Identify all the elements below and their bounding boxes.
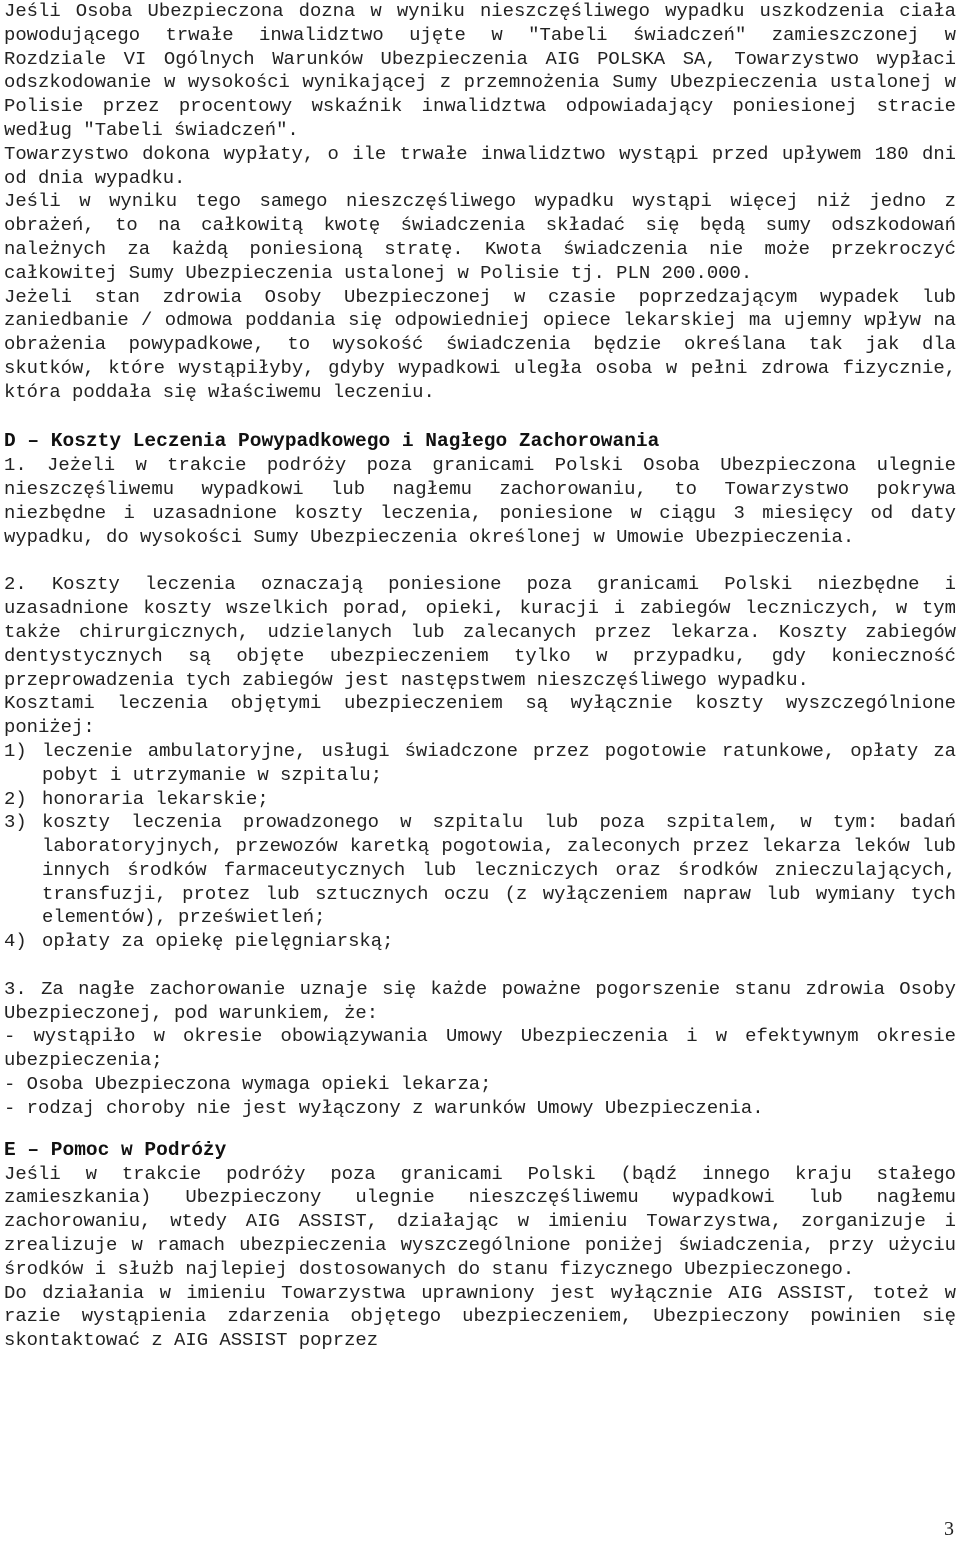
document-page [4, 0, 956, 1353]
list-item-text: honoraria lekarskie; [42, 787, 269, 810]
list-item [4, 811, 956, 930]
section-e-paragraph-2: Do działania w imieniu Towarzystwa uprawniony jest wyłącznie AIG ASSIST, toteż w razie wystąpienia zdarzenia objętego ubezpieczeniem, Ubezpieczony powinien się skontaktować z AIG ASSIST poprzez [4, 1281, 956, 1352]
page-number: 3 [944, 1518, 954, 1540]
list-item-number: 4) [4, 930, 27, 953]
section-e-heading: E – Pomoc w Podróży [4, 1138, 227, 1161]
spacer [4, 1121, 956, 1137]
list-item-text: leczenie ambulatoryjne, usługi świadczone przez pogotowie ratunkowe, opłaty za pobyt i utrzymanie w szpitalu; [42, 739, 956, 786]
intro-paragraph-2: Towarzystwo dokona wypłaty, o ile trwałe inwalidztwo wystąpi przed upływem 180 dni od dnia wypadku. [4, 142, 956, 189]
list-item-number: 1) [4, 739, 27, 762]
section-e-paragraph-1: Jeśli w trakcie podróży poza granicami Polski (bądź innego kraju stałego zamieszkania) Ubezpieczony ulegnie nieszczęśliwemu wypadkowi lub nagłemu zachorowaniu, wtedy AIG ASSIST, działając w imieniu Towarzystwa, zorganizuje i zrealizuje w ramach ubezpieczenia wyszczególnione poniżej świadczenia, przy użyciu środków i służb najlepiej dostosowanych do stanu fizycznego Ubezpieczonego. [4, 1162, 956, 1280]
list-item [4, 788, 956, 812]
list-item-text: opłaty za opiekę pielęgniarską; [42, 930, 394, 953]
list-item [4, 930, 956, 954]
list-item-text: koszty leczenia prowadzonego w szpitalu lub poza szpitalem, w tym: badań laboratoryjnych, przewozów karetką pogotowia, zaleconych przez lekarza leków lub innych środków farmaceutycznych lub leczniczych oraz środków znieczulających, transfuzji, protez lub sztucznych oczu (z wyłączeniem napraw lub wymiany tych elementów), prześwietleń; [42, 811, 956, 929]
spacer [4, 954, 956, 978]
section-d-heading: D – Koszty Leczenia Powypadkowego i Nagłego Zachorowania [4, 430, 660, 453]
intro-paragraph-3: Jeśli w wyniku tego samego nieszczęśliwego wypadku wystąpi więcej niż jedno z obrażeń, to na całkowitą kwotę świadczenia składać się będą sumy odszkodowań należnych za każdą poniesioną stratę. Kwota świadczenia nie może przekroczyć całkowitej Sumy Ubezpieczenia ustalonej w Polisie tj. PLN 200.000. [4, 190, 956, 284]
list-item-number: 2) [4, 787, 27, 810]
condition-dash-1: - wystąpiło w okresie obowiązywania Umowy Ubezpieczenia i w efektywnym okresie ubezpieczenia; [4, 1025, 956, 1072]
spacer [4, 550, 956, 574]
section-d-paragraph-2: 2. Koszty leczenia oznaczają poniesione poza granicami Polski niezbędne i uzasadnione koszty wszelkich porad, opieki, kuracji i zabiegów leczniczych, w tym także chirurgicznych, udzielanych lub zalecanych przez lekarza. Koszty zabiegów dentystycznych są objęte ubezpieczeniem tylko w przypadku, gdy konieczność przeprowadzenia tych zabiegów jest następstwem nieszczęśliwego wypadku. [4, 573, 956, 691]
spacer [4, 405, 956, 429]
intro-paragraph-4: Jeżeli stan zdrowia Osoby Ubezpieczonej w czasie poprzedzającym wypadek lub zaniedbanie / odmowa poddania się odpowiedniej opiece lekarskiej ma ujemny wpływ na obrażenia powypadkowe, to wysokość świadczenia będzie określana tak jak dla skutków, które wystąpiłyby, gdyby wypadkowi uległa osoba w pełni zdrowa fizycznie, która poddała się właściwemu leczeniu. [4, 285, 956, 403]
condition-dash-3: - rodzaj choroby nie jest wyłączony z warunków Umowy Ubezpieczenia. [4, 1096, 764, 1119]
intro-paragraph-1: Jeśli Osoba Ubezpieczona dozna w wyniku nieszczęśliwego wypadku uszkodzenia ciała powodującego trwałe inwalidztwo ujęte w "Tabeli świadczeń" zamieszczonej w Rozdziale VI Ogólnych Warunków Ubezpieczenia AIG POLSKA SA, Towarzystwo wypłaci odszkodowanie w wysokości wynikającej z przemnożenia Sumy Ubezpieczenia ustalonej w Polisie przez procentowy wskaźnik inwalidztwa odpowiadający poniesionej stracie według "Tabeli świadczeń". [4, 0, 956, 141]
section-d-paragraph-3: Kosztami leczenia objętymi ubezpieczeniem są wyłącznie koszty wyszczególnione poniżej: [4, 692, 956, 739]
section-d-paragraph-4: 3. Za nagłe zachorowanie uznaje się każde poważne pogorszenie stanu zdrowia Osoby Ubezpieczonej, pod warunkiem, że: [4, 977, 956, 1024]
list-item [4, 740, 956, 788]
section-d-paragraph-1: 1. Jeżeli w trakcie podróży poza granicami Polski Osoba Ubezpieczona ulegnie nieszczęśliwemu wypadkowi lub nagłemu zachorowaniu, to Towarzystwo pokrywa niezbędne i uzasadnione koszty leczenia, poniesione w ciągu 3 miesięcy od daty wypadku, do wysokości Sumy Ubezpieczenia określonej w Umowie Ubezpieczenia. [4, 454, 956, 548]
list-item-number: 3) [4, 811, 27, 834]
condition-dash-2: - Osoba Ubezpieczona wymaga opieki lekarza; [4, 1073, 492, 1096]
